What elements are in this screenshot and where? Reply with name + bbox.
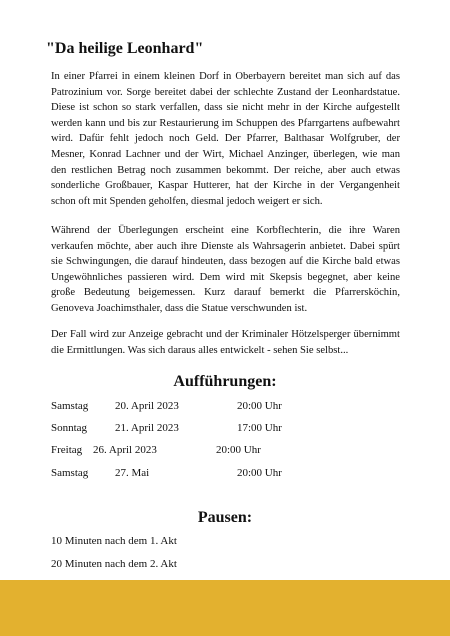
pauses-heading: Pausen:	[197, 509, 253, 526]
performance-row	[0, 400, 450, 416]
performance-time: 20:00 Uhr	[237, 467, 282, 479]
performance-time: 17:00 Uhr	[237, 422, 282, 434]
synopsis-paragraph-3: Der Fall wird zur Anzeige gebracht und der Kriminaler Hötzelsperger übernimmt die Ermittlungen. Was sich daraus alles entwickelt - sehen Sie selbst...	[51, 329, 400, 356]
performance-day: Sonntag	[51, 422, 88, 434]
performance-date: 26. April 2023	[93, 444, 157, 456]
performance-day: Samstag	[51, 400, 89, 412]
performance-row	[0, 422, 450, 438]
performance-row	[0, 444, 450, 460]
performance-row	[0, 467, 450, 483]
pause-item: 20 Minuten nach dem 2. Akt	[51, 558, 177, 570]
performance-date: 21. April 2023	[115, 422, 179, 434]
synopsis-paragraph-2: Während der Überlegungen erscheint eine Korbflechterin, die ihre Waren verkaufen möchte, aber auch ihre Dienste als Wahrsagerin anbietet. Dabei spürt sie Schwingungen, die darauf hindeuten, dass bezogen auf die Kirche bald etwas Ungewöhnliches passieren wird. Dem wird mit Skepsis begegnet, aber keine große Bedeutung beigemessen. Kurz darauf bemerkt die Pfarrersköchin, Genoveva Joachimsthaler, dass die Statue verschwunden ist.	[51, 225, 400, 314]
performance-day: Samstag	[51, 467, 89, 479]
page-title: "Da heilige Leonhard"	[46, 40, 204, 57]
performance-time: 20:00 Uhr	[216, 444, 261, 456]
pause-item: 10 Minuten nach dem 1. Akt	[51, 535, 177, 547]
performance-date: 20. April 2023	[115, 400, 179, 412]
performance-time: 20:00 Uhr	[237, 400, 282, 412]
performances-heading: Aufführungen:	[173, 373, 277, 390]
performance-day: Freitag	[51, 444, 83, 456]
performance-date: 27. Mai	[115, 467, 150, 479]
synopsis-paragraph-1: In einer Pfarrei in einem kleinen Dorf in Oberbayern bereitet man sich auf das Patrozinium vor. Sorge bereitet dabei der schlechte Zustand der Leonhardstatue. Diese ist schon so stark verfallen, dass sie nicht mehr in der Kirche aufgestellt werden kann und bis zur Restaurierung im Schuppen des Pfarrgartens aufbewahrt wird. Dafür fehlt jedoch noch Geld. Der Pfarrer, Balthasar Wolfgruber, der Mesner, Konrad Lachner und der Wirt, Michael Anzinger, überlegen, wie man den restlichen Betrag noch zusammen bekommt. Der reiche, aber auch etwas sonderliche Großbauer, Kaspar Hutterer, hat der Kirche in der Vergangenheit schon oft mit Spenden geholfen, diesmal jedoch weigert er sich.	[51, 71, 400, 207]
footer-color-band	[0, 580, 450, 636]
